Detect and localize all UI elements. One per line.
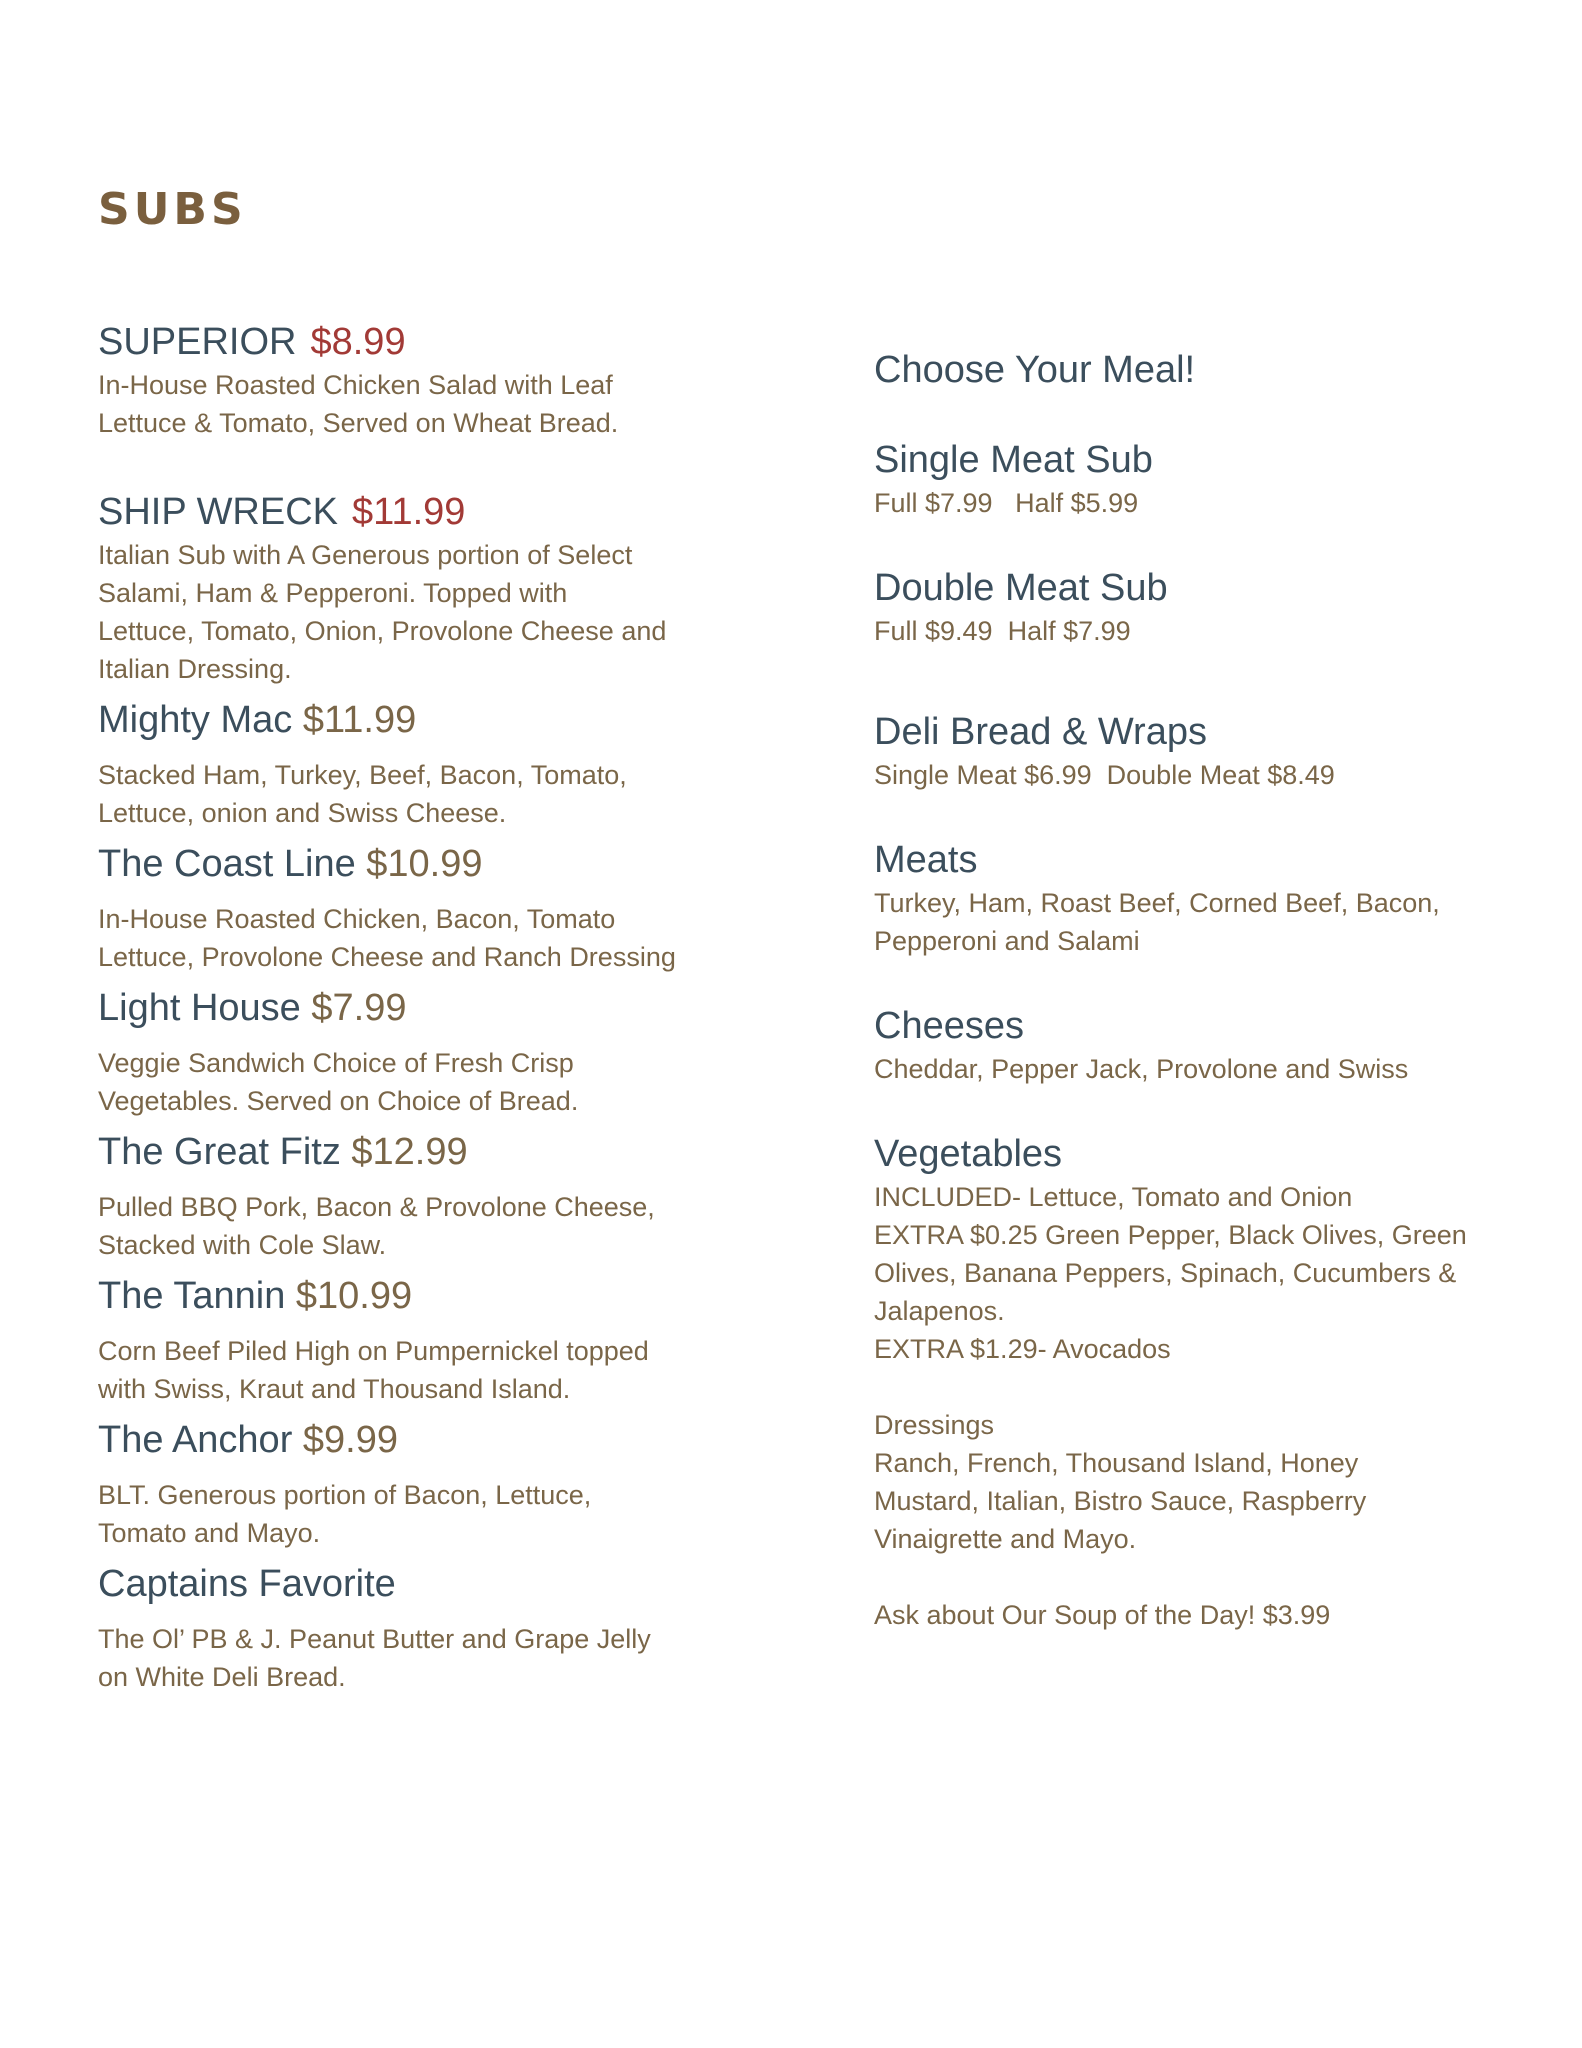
item-name: Captains Favorite (98, 1563, 396, 1605)
description-line: Lettuce, onion and Swiss Cheese. (98, 798, 507, 828)
section-dressings (874, 1406, 1494, 1558)
item-price: $11.99 (302, 699, 417, 741)
item-name: The Coast Line (98, 843, 356, 885)
description-line: Italian Dressing. (98, 654, 292, 684)
item-heading (98, 318, 718, 366)
option-double-meat-sub (874, 564, 1494, 650)
list-line: EXTRA $0.25 Green Pepper, Black Olives, Green (874, 1220, 1467, 1250)
list-line: Olives, Banana Peppers, Spinach, Cucumbers & (874, 1258, 1457, 1288)
item-name: Mighty Mac (98, 699, 293, 741)
option-name: Deli Bread & Wraps (874, 711, 1207, 753)
menu-item-the-coast-line (98, 840, 718, 976)
section-meats (874, 836, 1494, 960)
description-line: with Swiss, Kraut and Thousand Island. (98, 1374, 571, 1404)
item-price: $7.99 (311, 987, 407, 1029)
description-line: In-House Roasted Chicken, Bacon, Tomato (98, 904, 616, 934)
option-single-meat-sub (874, 436, 1494, 522)
item-heading (98, 1416, 718, 1464)
description-line: The Ol’ PB & J. Peanut Butter and Grape Jelly (98, 1624, 651, 1654)
item-description (98, 536, 718, 688)
option-prices: Full $9.49 Half $7.99 (874, 616, 1131, 646)
item-heading (98, 984, 718, 1032)
item-heading (98, 840, 718, 888)
item-description (98, 756, 718, 832)
section-list (874, 1050, 1494, 1088)
item-name: SUPERIOR (98, 321, 297, 363)
item-heading (98, 1128, 718, 1176)
item-name: SHIP WRECK (98, 491, 339, 533)
option-name: Double Meat Sub (874, 567, 1168, 609)
item-name: The Anchor (98, 1419, 293, 1461)
list-line: Ranch, French, Thousand Island, Honey (874, 1448, 1359, 1478)
description-line: Stacked with Cole Slaw. (98, 1230, 387, 1260)
option-deli-bread-wraps (874, 708, 1494, 794)
section-heading-choose-your-meal: Choose Your Meal! (874, 349, 1196, 391)
section-list (874, 1444, 1494, 1558)
item-name: The Tannin (98, 1275, 286, 1317)
description-line: Veggie Sandwich Choice of Fresh Crisp (98, 1048, 574, 1078)
soup-of-the-day: Ask about Our Soup of the Day! $3.99 (874, 1600, 1331, 1630)
item-heading (98, 1272, 718, 1320)
menu-item-the-anchor (98, 1416, 718, 1552)
description-line: Stacked Ham, Turkey, Beef, Bacon, Tomato, (98, 760, 627, 790)
item-description (98, 1044, 718, 1120)
description-line: BLT. Generous portion of Bacon, Lettuce, (98, 1480, 592, 1510)
description-line: Vegetables. Served on Choice of Bread. (98, 1086, 579, 1116)
list-line: Jalapenos. (874, 1296, 1005, 1326)
section-heading: Vegetables (874, 1133, 1063, 1175)
page-title: SUBS (98, 184, 247, 235)
menu-item-ship-wreck (98, 488, 718, 688)
item-name: The Great Fitz (98, 1131, 341, 1173)
item-price: $11.99 (352, 491, 466, 533)
section-list (874, 884, 1494, 960)
option-prices: Full $7.99 Half $5.99 (874, 488, 1139, 518)
item-description (98, 1332, 718, 1408)
description-line: Lettuce, Provolone Cheese and Ranch Dressing (98, 942, 676, 972)
item-name: Light House (98, 987, 301, 1029)
menu-item-mighty-mac (98, 696, 718, 832)
description-line: Italian Sub with A Generous portion of Select (98, 540, 633, 570)
menu-item-superior (98, 318, 718, 442)
list-line: EXTRA $1.29- Avocados (874, 1334, 1171, 1364)
item-price: $12.99 (351, 1131, 468, 1173)
description-line: In-House Roasted Chicken Salad with Leaf (98, 370, 613, 400)
description-line: Tomato and Mayo. (98, 1518, 321, 1548)
description-line: Lettuce & Tomato, Served on Wheat Bread. (98, 408, 619, 438)
section-cheeses (874, 1002, 1494, 1088)
section-vegetables (874, 1130, 1494, 1368)
list-line: Pepperoni and Salami (874, 926, 1140, 956)
item-price: $10.99 (295, 1275, 413, 1317)
item-description (98, 900, 718, 976)
option-name: Single Meat Sub (874, 439, 1153, 481)
section-heading: Dressings (874, 1410, 995, 1440)
item-description (98, 1476, 718, 1552)
section-heading: Meats (874, 839, 978, 881)
menu-item-light-house (98, 984, 718, 1120)
list-line: Vinaigrette and Mayo. (874, 1524, 1137, 1554)
item-price: $8.99 (310, 321, 406, 363)
description-line: Pulled BBQ Pork, Bacon & Provolone Cheese, (98, 1192, 655, 1222)
list-line: Mustard, Italian, Bistro Sauce, Raspberry (874, 1486, 1367, 1516)
item-description (98, 1620, 718, 1696)
description-line: Salami, Ham & Pepperoni. Topped with (98, 578, 568, 608)
item-price: $10.99 (366, 843, 483, 885)
subs-list (98, 318, 718, 1696)
description-line: on White Deli Bread. (98, 1662, 346, 1692)
section-heading: Cheeses (874, 1005, 1024, 1047)
meal-options (874, 346, 1494, 1634)
option-prices: Single Meat $6.99 Double Meat $8.49 (874, 760, 1335, 790)
description-line: Lettuce, Tomato, Onion, Provolone Cheese and (98, 616, 667, 646)
menu-item-the-tannin (98, 1272, 718, 1408)
item-description (98, 1188, 718, 1264)
list-line: INCLUDED- Lettuce, Tomato and Onion (874, 1182, 1353, 1212)
description-line: Corn Beef Piled High on Pumpernickel topped (98, 1336, 649, 1366)
section-list (874, 1178, 1494, 1368)
item-heading (98, 696, 718, 744)
list-line: Turkey, Ham, Roast Beef, Corned Beef, Bacon, (874, 888, 1440, 918)
item-heading (98, 488, 718, 536)
list-line: Cheddar, Pepper Jack, Provolone and Swiss (874, 1054, 1409, 1084)
item-heading (98, 1560, 718, 1608)
menu-item-the-great-fitz (98, 1128, 718, 1264)
item-price: $9.99 (302, 1419, 398, 1461)
menu-item-captains-favorite (98, 1560, 718, 1696)
item-description (98, 366, 718, 442)
